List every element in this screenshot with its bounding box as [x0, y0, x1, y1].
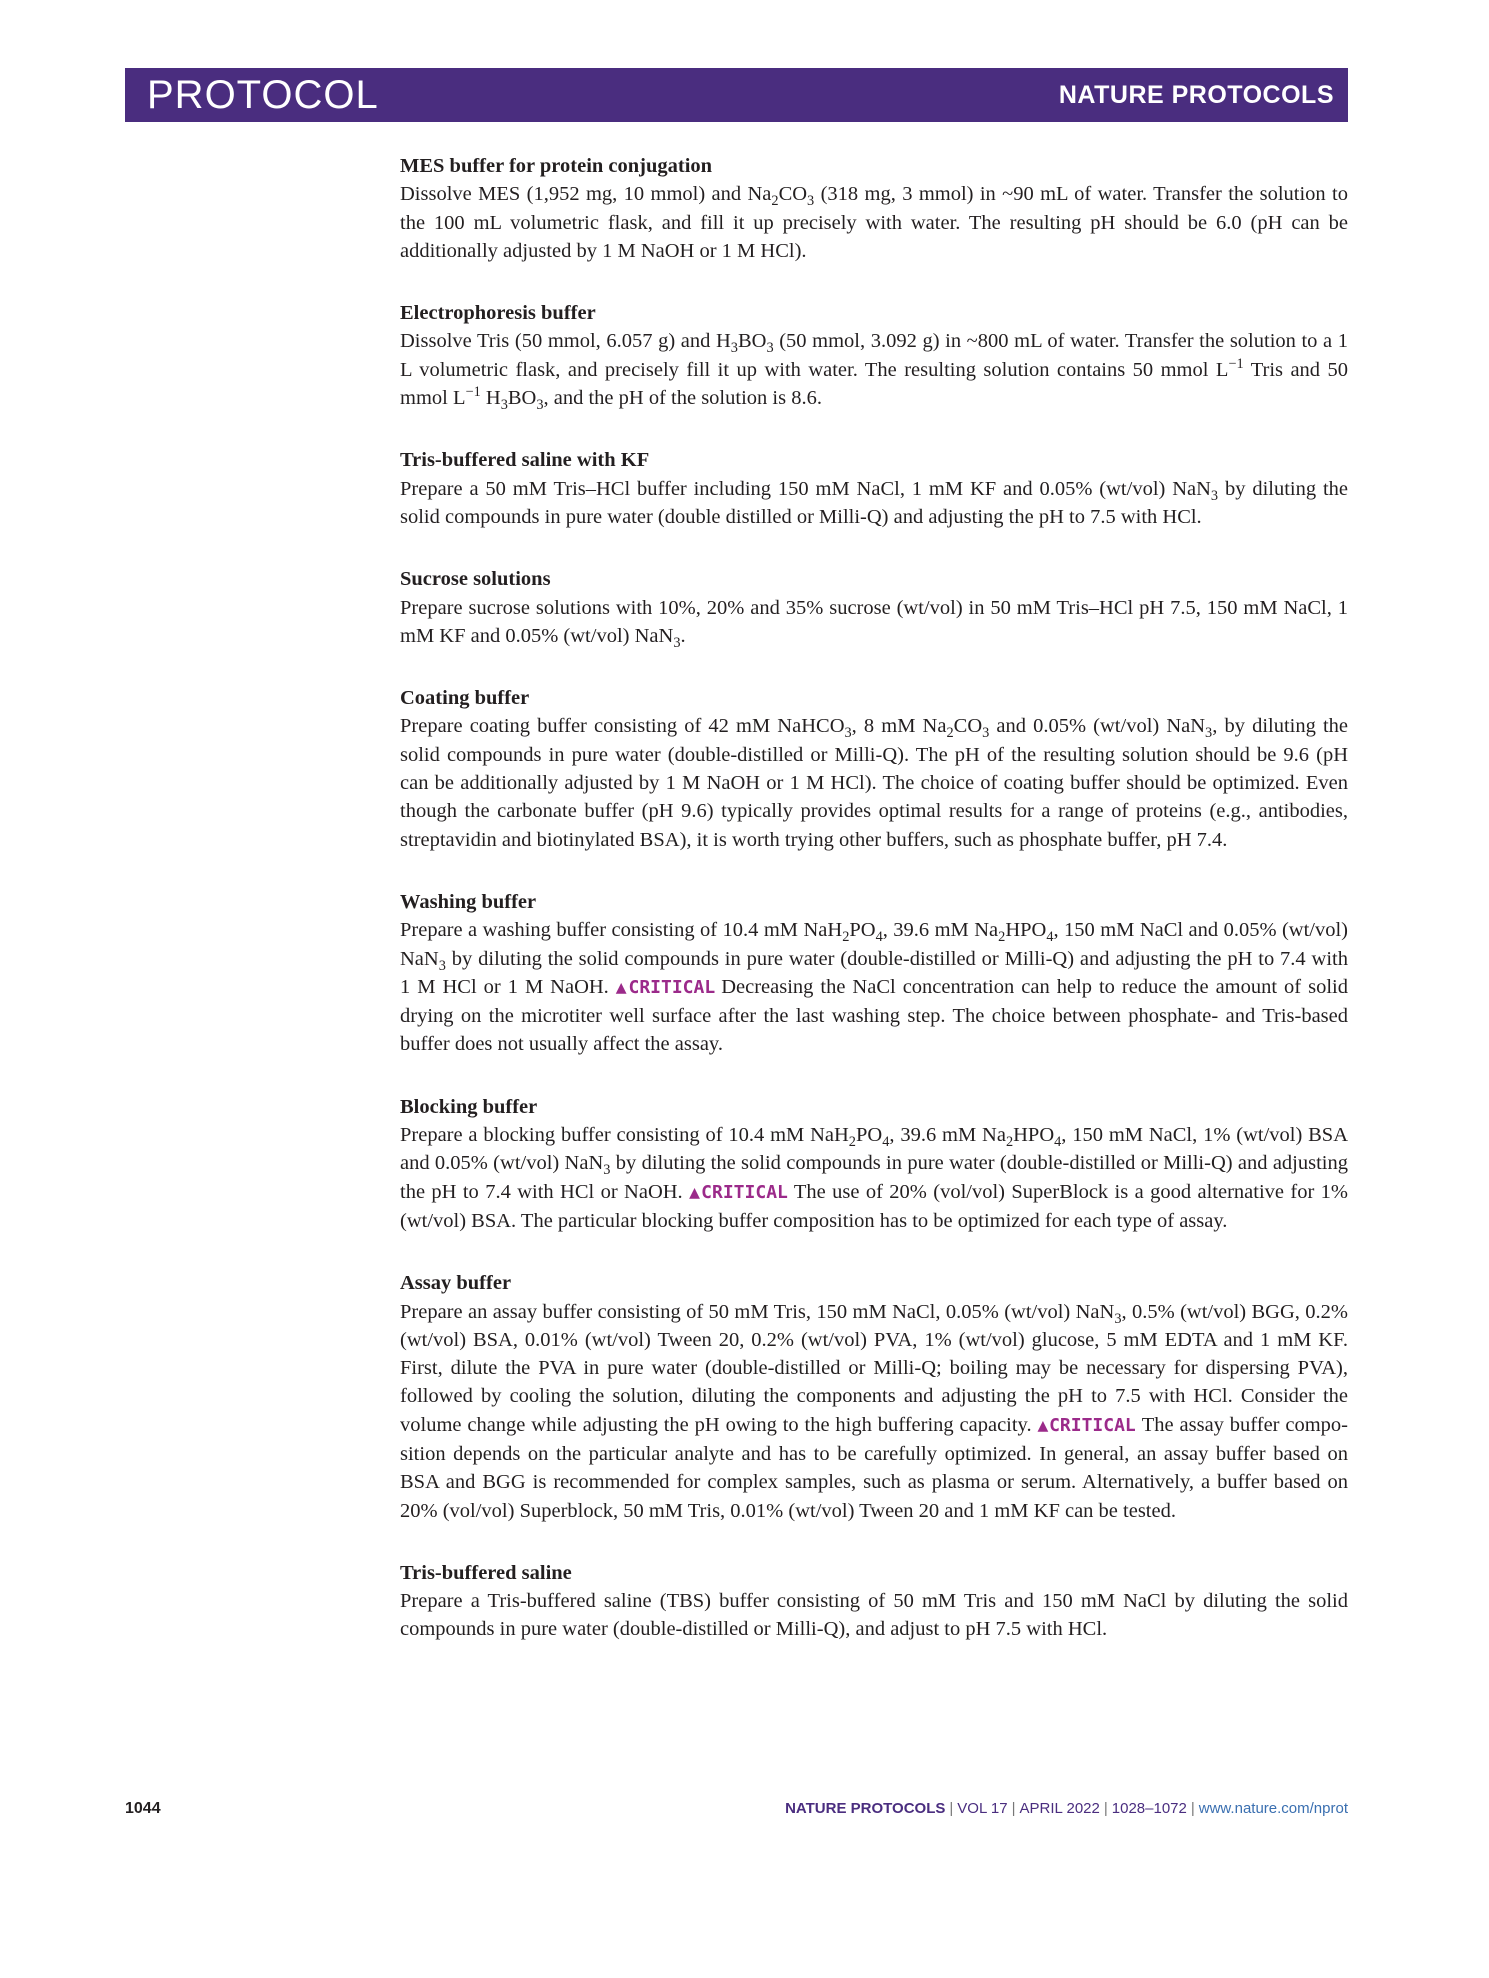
- section-heading: Tris-buffered saline with KF: [400, 449, 650, 472]
- section-paragraph: Prepare coating buffer consisting of 42 mM NaHCO$_3$, 8 mM $Na_2CO_3$ and 0.05% (wt/vol) NaN$_3$, by diluting the solid compounds in pure water (double-distilled or Milli-Q). The pH of the resulting solution should be 9.6 (pH can be additionally adjusted by 1 M NaOH or 1 M HCl). The choice of coating buffer should be optimized. Even though the carbonate buffer (pH 9.6) typically provides optimal results for a range of proteins (e.g., antibodies, streptavidin and biotinylated BSA), it is worth trying other buffers, such as phosphate buffer, pH 7.4.: [400, 715, 1349, 851]
- section-paragraph: Prepare a Tris-buffered saline (TBS) buffer consisting of 50 mM Tris and 150 mM NaCl by diluting the solid compounds in pure water (double-distilled or Milli-Q), and adjust to pH 7.5 with HCl.: [400, 1590, 1348, 1641]
- section-heading: Assay buffer: [400, 1272, 512, 1295]
- section-heading: Tris-buffered saline: [400, 1561, 572, 1584]
- section: [400, 152, 1348, 265]
- section: [400, 299, 1348, 412]
- section-label: PROTOCOL: [147, 72, 379, 117]
- section-heading: Electrophoresis buffer: [400, 302, 596, 325]
- section-paragraph: Prepare an assay buffer consisting of 50 mM Tris, 150 mM NaCl, 0.05% (wt/vol) NaN$_3$, 0.5% (wt/vol) BGG, 0.2% (wt/vol) BSA, 0.01% (wt/vol) Tween 20, 0.2% (wt/vol) PVA, 1% (wt/vol) glucose, 5 mM EDTA and 1 mM KF. First, dilute the PVA in pure water (double-distilled or Milli-Q; boiling may be necessary for dispersing PVA), followed by cooling the solution, diluting the components and adjusting the pH to 7.5 with HCl. Consider the volume change while adjusting the pH owing to the high buffering capacity. ▲CRITICAL The assay buffer composition depends on the particular analyte and has to be carefully optimized. In general, an assay buffer based on BSA and BGG is recommended for complex samples, such as plasma or serum. Alternatively, a buffer based on 20% (vol/vol) Superblock, 50 mM Tris, 0.01% (wt/vol) Tween 20 and 1 mM KF can be tested.: [400, 1300, 1348, 1522]
- section-paragraph: Dissolve MES (1,952 mg, 10 mmol) and $Na_2CO_3$ (318 mg, 3 mmol) in ~90 mL of water. Transfer the solution to the 100 mL volumetric flask, and fill it up precisely with water. The resulting pH should be 6.0 (pH can be additionally adjusted by 1 M NaOH or 1 M HCl).: [400, 183, 1348, 262]
- section-paragraph: Prepare sucrose solutions with 10%, 20% and 35% sucrose (wt/vol) in 50 mM Tris–HCl pH 7.5, 150 mM NaCl, 1 mM KF and 0.05% (wt/vol) NaN$_3$.: [400, 596, 1348, 651]
- footer-date: APRIL 2022: [1019, 1800, 1100, 1817]
- footer-volume: VOL 17: [957, 1800, 1008, 1817]
- critical-label: ▲CRITICAL: [1037, 1414, 1136, 1436]
- journal-name: NATURE PROTOCOLS: [1058, 80, 1334, 109]
- section-heading: Washing buffer: [400, 890, 537, 913]
- critical-label: ▲CRITICAL: [615, 976, 716, 998]
- section: [400, 888, 1348, 1059]
- section-paragraph: Prepare a blocking buffer consisting of 10.4 mM $NaH_2PO_4$, 39.6 mM $Na_2HPO_4$, 150 mM NaCl, 1% (wt/vol) BSA and 0.05% (wt/vol) NaN$_3$ by diluting the solid compounds in pure water (double-distilled or Milli-Q) and adjusting the pH to 7.4 with HCl or NaOH. ▲CRITICAL The use of 20% (vol/vol) SuperBlock is a good alternative for 1% (wt/vol) BSA. The particular blocking buffer composition has to be optimized for each type of assay.: [400, 1124, 1348, 1232]
- section: [400, 1559, 1348, 1644]
- section-paragraph: Prepare a washing buffer consisting of 10.4 mM $NaH_2PO_4$, 39.6 mM $Na_2HPO_4$, 150 mM NaCl and 0.05% (wt/vol) NaN$_3$ by diluting the solid compounds in pure water (double-distilled or Milli-Q) and adjusting the pH to 7.4 with 1 M HCl or 1 M NaOH. ▲CRITICAL Decreasing the NaCl concentration can help to reduce the amount of solid drying on the microtiter well surface after the last washing step. The choice between phosphate- and Tris-based buffer does not usually affect the assay.: [400, 919, 1349, 1056]
- section-paragraph: Prepare a 50 mM Tris–HCl buffer including 150 mM NaCl, 1 mM KF and 0.05% (wt/vol) NaN$_3$ by diluting the solid compounds in pure water (double distilled or Milli-Q) and adjusting the pH to 7.5 with HCl.: [400, 477, 1349, 528]
- critical-label: ▲CRITICAL: [689, 1181, 788, 1203]
- footer-pages: 1028–1072: [1111, 1800, 1187, 1817]
- section-heading: MES buffer for protein conjugation: [400, 155, 713, 177]
- footer-journal: NATURE PROTOCOLS: [785, 1800, 946, 1817]
- section: [400, 684, 1348, 854]
- section-paragraph: Dissolve Tris (50 mmol, 6.057 g) and $H_3BO_3$ (50 mmol, 3.092 g) in ~800 mL of water. Transfer the solution to a 1 L volumetric flask, and precisely fill it up with water. The resulting solution contains 50 mmol $L^{-1}$ Tris and 50 mmol $L^{-1}$ $H_3BO_3$, and the pH of the solution is 8.6.: [400, 330, 1348, 414]
- section: [400, 1093, 1348, 1235]
- section: [400, 1269, 1348, 1525]
- section-heading: Sucrose solutions: [400, 568, 551, 591]
- page-footer: [125, 1800, 1348, 1818]
- page-header: [125, 68, 1348, 122]
- section: [400, 446, 1348, 531]
- page-number: 1044: [125, 1800, 161, 1817]
- section-heading: Coating buffer: [400, 687, 530, 710]
- section-heading: Blocking buffer: [400, 1095, 538, 1118]
- section: [400, 565, 1348, 650]
- article-body: [400, 152, 1348, 1678]
- citation-line: NATURE PROTOCOLS | VOL 17 | APRIL 2022 | 1028–1072 | www.nature.com/nprot: [785, 1800, 1348, 1817]
- footer-url[interactable]: www.nature.com/nprot: [1198, 1800, 1348, 1817]
